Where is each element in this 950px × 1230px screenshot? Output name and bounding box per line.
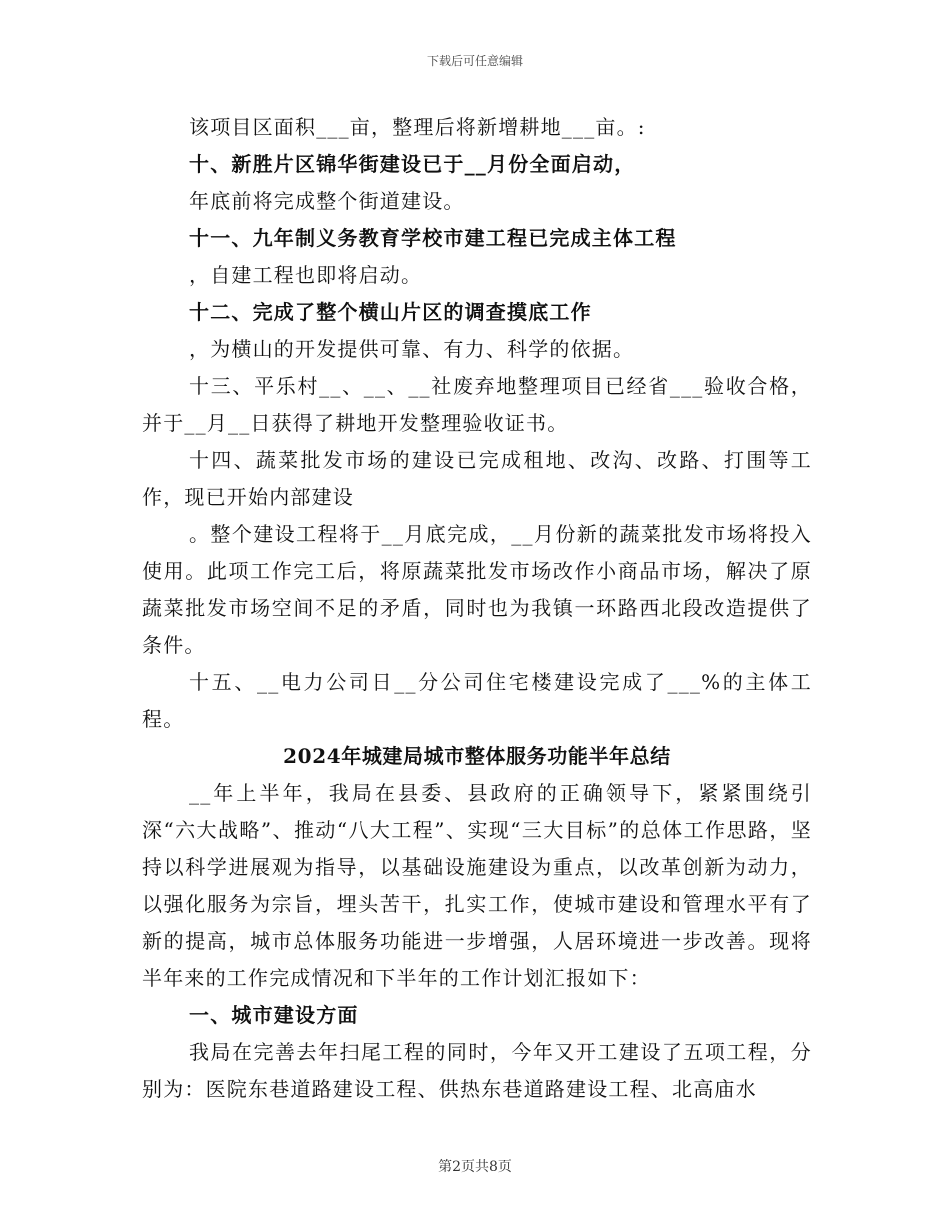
paragraph: 我局在完善去年扫尾工程的同时，今年又开工建设了五项工程，分别为：医院东巷道路建设工程、供热东巷道路建设工程、北高庙水 [142, 1040, 812, 1101]
paragraph: 十四、蔬菜批发市场的建设已完成租地、改沟、改路、打围等工作，现已开始内部建设 [142, 448, 812, 509]
paragraph: ，自建工程也即将启动。 [189, 263, 423, 287]
document-body [142, 109, 812, 1108]
paragraph: 十三、平乐村__、__、__社废弃地整理项目已经省___验收合格，并于__月__日获得了耕地开发整理验收证书。 [142, 374, 812, 435]
paragraph: __年上半年，我局在县委、县政府的正确领导下，紧紧围绕引深“六大战略”、推动“八大工程”、实现“三大目标”的总体工作思路，坚持以科学进展观为指导，以基础设施建设为重点，以改革创新为动力，以强化服务为宗旨，埋头苦干，扎实工作，使城市建设和管理水平有了新的提高，城市总体服务功能进一步增强，人居环境进一步改善。现将半年来的工作完成情况和下半年的工作计划汇报如下： [142, 781, 812, 990]
page-header: 下载后可任意编辑 [426, 54, 523, 68]
page-footer: 第2页共8页 [438, 1159, 512, 1175]
paragraph: 该项目区面积___亩，整理后将新增耕地___亩。: [189, 115, 646, 139]
paragraph: 年底前将完成整个街道建设。 [189, 189, 465, 213]
section-heading: 十一、九年制义务教育学校市建工程已完成主体工程 [189, 226, 677, 250]
paragraph: 十五、__电力公司日__分公司住宅楼建设完成了___%的主体工程。 [142, 670, 812, 731]
section-heading: 一、城市建设方面 [189, 1003, 359, 1027]
paragraph: 。整个建设工程将于__月底完成，__月份新的蔬菜批发市场将投入使用。此项工作完工后，将原蔬菜批发市场改作小商品市场，解决了原蔬菜批发市场空间不足的矛盾，同时也为我镇一环路西北段改造提供了条件。 [142, 522, 812, 657]
document-title: 2024年城建局城市整体服务功能半年总结 [283, 744, 671, 768]
section-heading: 十二、完成了整个横山片区的调查摸底工作 [189, 300, 592, 324]
paragraph: ，为横山的开发提供可靠、有力、科学的依据。 [189, 337, 635, 361]
section-heading: 十、新胜片区锦华街建设已于__月份全面启动， [189, 152, 636, 176]
